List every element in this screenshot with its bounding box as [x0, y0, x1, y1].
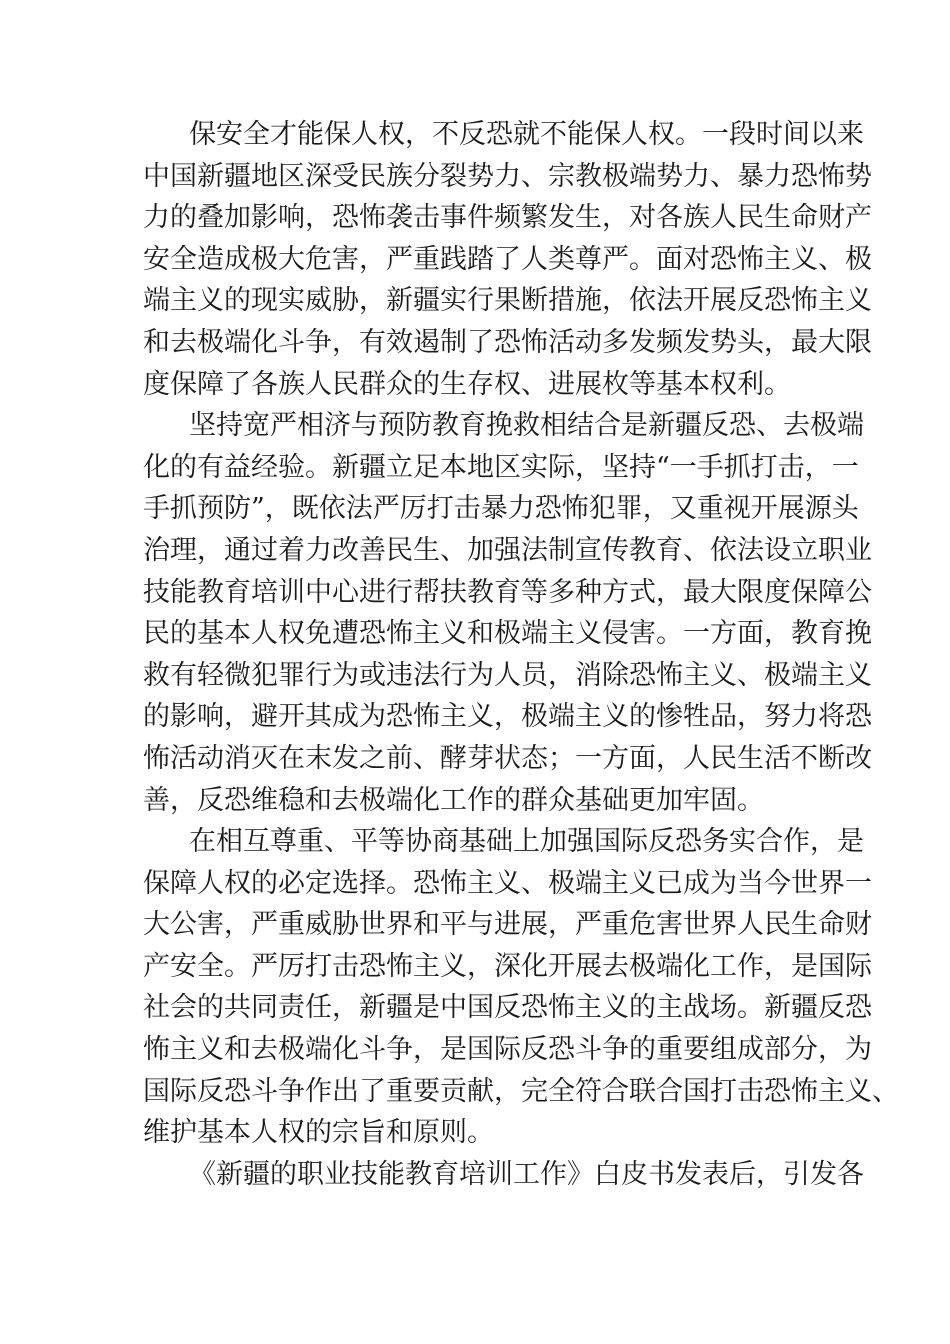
paragraph-first-line: 在相互尊重、平等协商基础上加强国际反恐务实合作，是	[189, 826, 864, 858]
text-line: 中国新疆地区深受民族分裂势力、宗教极端势力、暴力恐怖势	[143, 160, 872, 192]
paragraph-first-line: 坚持宽严相济与预防教育挽救相结合是新疆反恐、去极端	[189, 410, 864, 442]
text-line: 维护基本人权的宗旨和原则。	[143, 1117, 494, 1149]
text-line: 民的基本人权免遭恐怖主义和极端主义侵害。一方面，教育挽	[143, 618, 872, 650]
text-line: 国际反恐斗争作出了重要贡献，完全符合联合国打击恐怖主义、	[143, 1075, 899, 1107]
text-line: 手抓预防”，既依法严厉打击暴力恐怖犯罪，又重视开展源头	[143, 493, 859, 525]
paragraph-first-line: 《新疆的职业技能教育培训工作》白皮书发表后，引发各	[189, 1158, 864, 1190]
text-line: 度保障了各族人民群众的生存权、进展枚等基本权利。	[143, 368, 791, 400]
text-line: 安全造成极大危害，严重践踏了人类尊严。面对恐怖主义、极	[143, 243, 872, 275]
text-line: 和去极端化斗争，有效遏制了恐怖活动多发频发势头，最大限	[143, 326, 872, 358]
text-line: 善，反恐维稳和去极端化工作的群众基础更加牢固。	[143, 784, 764, 816]
text-line: 端主义的现实威胁，新疆实行果断措施，依法开展反恐怖主义	[143, 285, 872, 317]
text-line: 技能教育培训中心进行帮扶教育等多种方式，最大限度保障公	[143, 576, 872, 608]
text-line: 保障人权的必定选择。恐怖主义、极端主义已成为当今世界一	[143, 867, 872, 899]
paragraph-first-line: 保安全才能保人权，不反恐就不能保人权。一段时间以来	[189, 119, 864, 150]
text-line: 力的叠加影响，恐怖袭击事件频繁发生，对各族人民生命财产	[143, 202, 872, 234]
text-line: 怖活动消灭在末发之前、酵芽状态；一方面，人民生活不断改	[143, 742, 872, 774]
body-text	[143, 114, 899, 1195]
text-line: 救有轻微犯罪行为或违法行为人员，消除恐怖主义、极端主义	[143, 659, 872, 691]
text-line: 产安全。严厉打击恐怖主义，深化开展去极端化工作，是国际	[143, 950, 872, 982]
text-line: 社会的共同责任，新疆是中国反恐怖主义的主战场。新疆反恐	[143, 992, 872, 1024]
text-line: 怖主义和去极端化斗争，是国际反恐斗争的重要组成部分，为	[143, 1034, 872, 1066]
text-line: 大公害，严重威胁世界和平与进展，严重危害世界人民生命财	[143, 909, 872, 941]
text-line: 治理，通过着力改善民生、加强法制宣传教育、依法设立职业	[143, 534, 872, 566]
text-line: 的影响，避开其成为恐怖主义，极端主义的惨牲品，努力将恐	[143, 701, 872, 733]
text-line: 化的有益经验。新疆立足本地区实际，坚持“一手抓打击，一	[143, 451, 859, 483]
